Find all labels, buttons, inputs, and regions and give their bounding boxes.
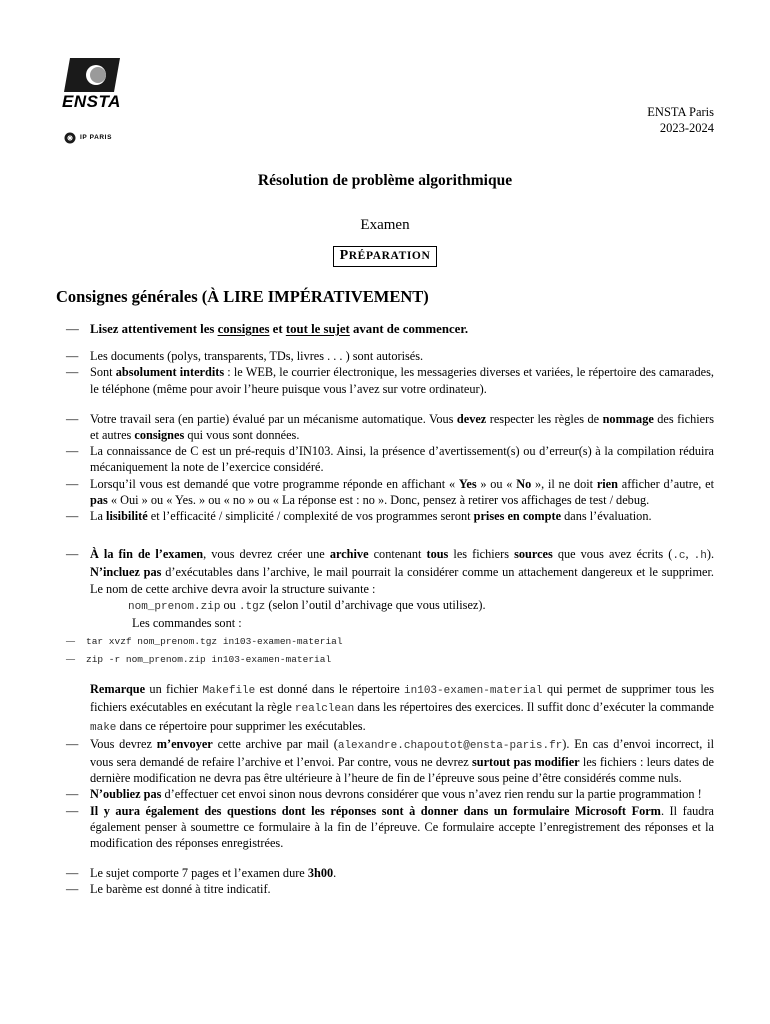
rem-d: est donné dans le répertoire (255, 682, 405, 697)
rem-h: dans les répertoires des exercices. Il suffit donc d’exécuter la commande (354, 700, 714, 715)
i4-d: nommage (602, 411, 654, 426)
logo-name: ENSTA (62, 92, 121, 111)
i6-c: » ou « (476, 476, 517, 491)
i4-f: consignes (134, 428, 185, 443)
cmd-zip-text: zip -r nom_prenom.zip in103-examen-material (86, 654, 332, 666)
i9-a: Vous devrez (90, 736, 157, 751)
i1-consignes: consignes (217, 322, 270, 336)
i11-a: Il y aura également des questions dont les réponses sont à donner dans un formulaire Microsoft Form (90, 803, 661, 818)
section-title: Consignes générales (À LIRE IMPÉRATIVEMENT) (56, 287, 429, 306)
i6-g: afficher d’autre, et (617, 476, 715, 491)
prep-rest: RÉPARATION (348, 250, 431, 262)
i9-f: surtout pas modifier (471, 755, 580, 770)
instruction-1 (66, 321, 714, 337)
prep-box-wrap (0, 246, 770, 267)
dash-marker: — (66, 803, 79, 818)
cmd-tar-text: tar xvzf nom_prenom.tgz in103-examen-material (86, 636, 343, 648)
instruction-12 (66, 865, 714, 881)
i8-j: , (685, 547, 694, 562)
academic-year: 2023-2024 (659, 121, 714, 135)
rem-realclean: realclean (294, 703, 355, 716)
commands-label: Les commandes sont : (132, 616, 242, 631)
i6-f: rien (596, 476, 618, 491)
ip-paris-icon (64, 132, 76, 144)
i6-i: « Oui » ou « Yes. » ou « no » ou « La réponse est : no ». Donc, pensez à retirer vos affichages de test / debug. (107, 492, 650, 507)
i8-ext-h: .h (693, 550, 707, 563)
i8-ext-c: .c (672, 550, 686, 563)
rem-makefile: Makefile (202, 685, 256, 698)
i11-b: . Il faudra également penser à soumettre ce formulaire à la fin de l’épreuve. Ce formulaire accepte l’enregistrement des réponses et la modification des réponses enregistrées. (90, 803, 715, 851)
i9-b: m’envoyer (156, 736, 213, 751)
i8-m: N’incluez pas (90, 565, 162, 580)
i8-l: ). (706, 547, 715, 562)
i7-b: lisibilité (106, 509, 148, 524)
i8-b: , vous devrez créer une (203, 547, 330, 562)
ip-paris-badge (64, 130, 112, 146)
dash-marker: — (66, 444, 79, 459)
school-name: ENSTA Paris (647, 105, 714, 119)
header-info (647, 104, 714, 136)
i7-d: prises en compte (473, 509, 562, 524)
dash-marker: — (66, 476, 79, 491)
i8-a: À la fin de l’examen (90, 547, 204, 562)
instruction-10 (66, 786, 714, 802)
i3-a: Sont (90, 365, 116, 380)
remark-block (66, 681, 714, 736)
archive-name-line (90, 597, 714, 615)
i9-g: les fichiers : leurs dates de dernière modification ne devra pas être ultérieure à l’heure de fin de l’épreuve sous peine d’être considérés comme nuls. (90, 755, 715, 786)
instruction-13 (66, 881, 714, 897)
instruction-7 (66, 508, 714, 524)
dash-marker: — (66, 736, 79, 751)
i6-b: Yes (458, 476, 477, 491)
i2-text: Les documents (polys, transparents, TDs, livres . . . ) sont autorisés. (90, 349, 424, 364)
email-address: alexandre.chapoutot@ensta-paris.fr (337, 739, 563, 752)
instruction-4 (66, 411, 714, 443)
archive-zip-name: nom_prenom.zip (128, 600, 221, 613)
ip-paris-label: IP PARIS (80, 134, 113, 141)
dash-marker: — (66, 882, 79, 897)
i13-text: Le barème est donné à titre indicatif. (90, 882, 271, 897)
dash-marker: — (66, 866, 79, 881)
i7-a: La (90, 509, 107, 524)
instruction-3 (66, 364, 714, 396)
i9-c: cette archive par mail ( (212, 736, 338, 751)
instruction-2 (66, 348, 714, 364)
i10-b: d’effectuer cet envoi sinon nous devrons considérer que vous n’avez rien rendu sur la partie programmation ! (161, 787, 702, 802)
i4-a: Votre travail sera (en partie) évalué par un mécanisme automatique. Vous (90, 411, 457, 426)
exam-label: Examen (360, 217, 410, 233)
dash-marker: — (66, 787, 79, 802)
i6-e: », il ne doit (531, 476, 597, 491)
dash-marker: — (66, 509, 79, 524)
i8b-d: (selon l’outil d’archivage que vous utilisez). (265, 597, 486, 612)
cmd-dash: — (66, 636, 75, 647)
instructions-list (66, 321, 714, 898)
i12-c: . (333, 866, 337, 881)
ensta-logo-mark (64, 56, 126, 94)
i1-a: Lisez attentivement les (90, 322, 218, 336)
exam-duration: 3h00 (307, 866, 334, 881)
instruction-6 (66, 476, 714, 508)
i8-c: archive (329, 547, 369, 562)
dash-marker: — (66, 547, 79, 562)
i4-b: devez (456, 411, 487, 426)
i3-b: absolument interdits (115, 365, 225, 380)
cmd-dash: — (66, 654, 75, 665)
rem-dir: in103-examen-material (404, 685, 543, 698)
i9-e: ). En cas d’envoi incorrect, il vous sera demandé de refaire l’archive et l’envoi. Par contre, vous ne devrez (90, 736, 714, 770)
rem-b: un fichier (145, 682, 203, 697)
instruction-8 (66, 546, 714, 667)
i6-d: No (516, 476, 532, 491)
i1-c: et (269, 322, 286, 336)
archive-tgz-ext: .tgz (238, 600, 266, 613)
rem-f: qui permet de supprimer tous les fichiers exécutables en exécutant la règle (90, 682, 714, 715)
i7-e: dans l’évaluation. (561, 509, 652, 524)
dash-marker: — (66, 349, 79, 364)
i6-a: Lorsqu’il vous est demandé que votre programme réponde en affichant « (90, 476, 459, 491)
command-tar (66, 631, 714, 649)
dash-marker: — (66, 365, 79, 380)
i7-c: et l’efficacité / simplicité / complexité de vos programmes seront (147, 509, 474, 524)
i6-h: pas (90, 492, 108, 507)
instruction-5 (66, 443, 714, 475)
rem-j: dans ce répertoire pour supprimer les exécutables. (116, 718, 366, 733)
ensta-logo (62, 56, 142, 152)
i5-text: La connaissance de C est un pré-requis d’IN103. Ainsi, la présence d’avertissement(s) ou d’erreur(s) à la compilation réduira mécaniquement la note de l’exercice considéré. (90, 444, 714, 475)
i1-e: avant de commencer. (349, 322, 469, 336)
i4-g: qui vous sont données. (184, 428, 300, 443)
i10-a: N’oubliez pas (90, 787, 162, 802)
preparation-box (333, 246, 438, 267)
i1-sujet: tout le sujet (285, 322, 350, 336)
i12-a: Le sujet comporte 7 pages et l’examen dure (90, 866, 308, 881)
i8-f: les fichiers (448, 547, 515, 562)
command-zip (66, 649, 714, 667)
i4-c: respecter les règles de (486, 411, 603, 426)
i8-e: tous (426, 547, 449, 562)
rem-a: Remarque (90, 682, 146, 697)
i8-h: que vous avez écrits ( (552, 547, 673, 562)
i8-g: sources (514, 547, 553, 562)
i4-e: des fichiers et autres (90, 411, 714, 443)
i3-c: : le WEB, le courrier électronique, les messageries diverses et variées, le répertoire des camarades, le téléphone (même pour avoir l’heure puisque vous l’avez sur votre ordinateur). (90, 365, 714, 396)
i8-n: d’exécutables dans l’archive, le mail pourrait la considérer comme un attachement dangereux et le supprimer. Le nom de cette archive devra avoir la structure suivante : (90, 565, 714, 596)
instruction-9 (66, 736, 714, 787)
prep-initial: P (339, 248, 349, 263)
i8-d: contenant (368, 547, 427, 562)
i8b-b: ou (220, 597, 239, 612)
dash-marker: — (66, 411, 79, 426)
dash-marker: — (66, 322, 79, 336)
rem-make: make (90, 721, 117, 734)
document-title: Résolution de problème algorithmique (257, 172, 513, 189)
instruction-11 (66, 803, 714, 852)
